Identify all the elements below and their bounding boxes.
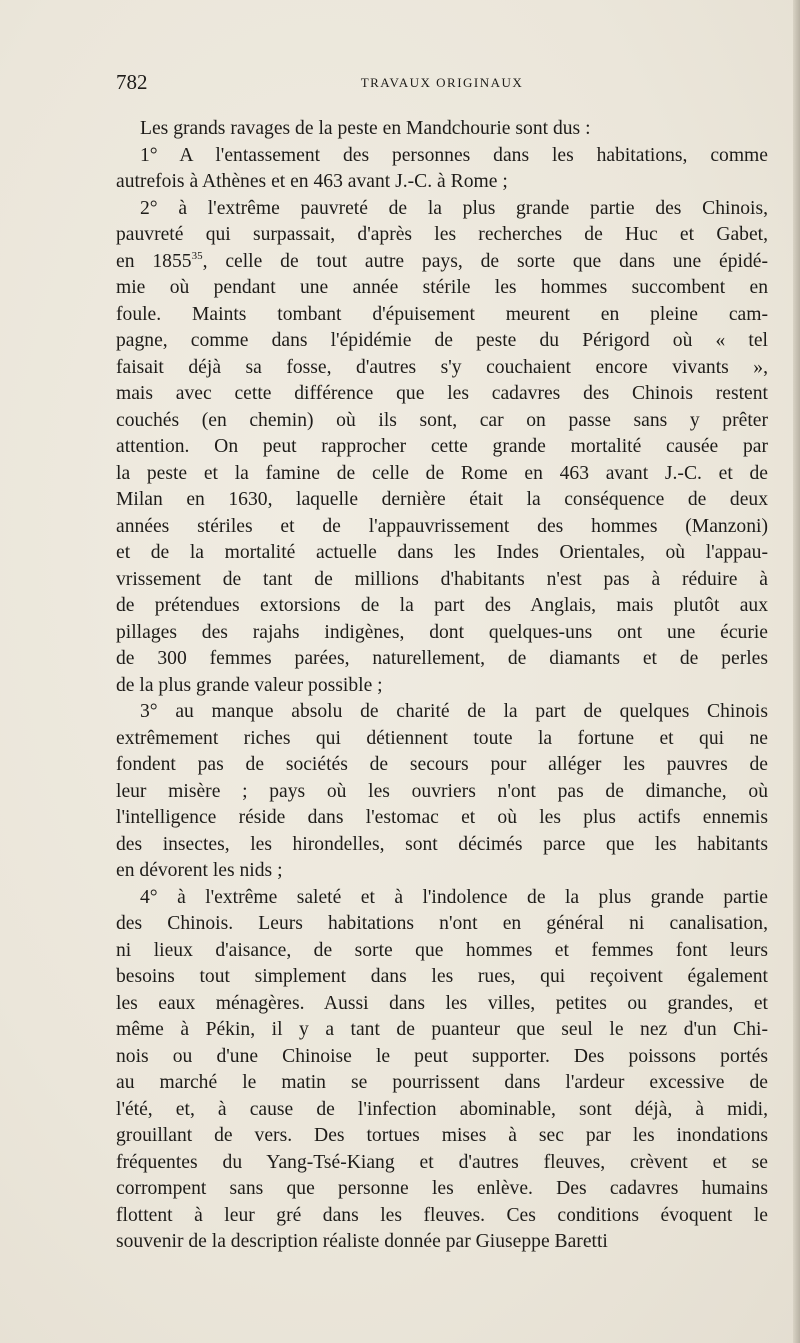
text-line: les eaux ménagères. Aussi dans les villes, petites ou grandes, et: [116, 992, 768, 1014]
text-line: la peste et la famine de celle de Rome en 463 avant J.-C. et de: [116, 462, 768, 484]
text-fragment: en 1855: [116, 250, 192, 272]
text-line: pauvreté qui surpassait, d'après les recherches de Huc et Gabet,: [116, 224, 768, 245]
text-line: des insectes, les hirondelles, sont décimés parce que les habitants: [116, 833, 768, 855]
page-edge-shadow: [793, 0, 800, 1343]
body-text: [116, 116, 768, 1256]
text-line: mais avec cette différence que les cadavres des Chinois restent: [116, 383, 768, 404]
text-line: de 300 femmes parées, naturellement, de diamants et de perles: [116, 648, 768, 669]
text-line: extrêmement riches qui détiennent toute la fortune et qui ne: [116, 727, 768, 749]
page-header: [116, 70, 768, 100]
footnote-reference: 35: [191, 249, 203, 262]
page-number: 782: [116, 70, 148, 94]
text-line: flottent à leur gré dans les fleuves. Ces conditions évoquent le: [116, 1204, 768, 1226]
text-line: l'intelligence réside dans l'estomac et où les plus actifs ennemis: [116, 807, 768, 828]
text-line: fréquentes du Yang-Tsé-Kiang et d'autres fleuves, crèvent et se: [116, 1151, 768, 1173]
text-line: Milan en 1630, laquelle dernière était la conséquence de deux: [116, 489, 768, 510]
text-line: de la plus grande valeur possible ;: [116, 674, 383, 696]
text-line: années stériles et de l'appauvrissement des hommes (Manzoni): [116, 515, 768, 537]
text-line: 3° au manque absolu de charité de la part de quelques Chinois: [140, 701, 768, 722]
running-title: TRAVAUX ORIGINAUX: [360, 75, 524, 90]
text-line: ni lieux d'aisance, de sorte que hommes et femmes font leurs: [116, 939, 768, 961]
text-fragment: , celle de tout autre pays, de sorte que dans une épidé-: [202, 250, 768, 272]
text-line: pagne, comme dans l'épidémie de peste du Périgord où « tel: [116, 330, 768, 351]
text-line: foule. Maints tombant d'épuisement meurent en pleine cam-: [116, 303, 768, 325]
text-line: de prétendues extorsions de la part des Anglais, mais plutôt aux: [116, 595, 768, 616]
text-line: au marché le matin se pourrissent dans l'ardeur excessive de: [116, 1072, 768, 1093]
text-line: nois ou d'une Chinoise le peut supporter. Des poissons portés: [116, 1045, 768, 1067]
text-line: besoins tout simplement dans les rues, qui reçoivent également: [116, 966, 768, 987]
text-line: vrissement de tant de millions d'habitants n'est pas à réduire à: [116, 568, 768, 590]
text-line: des Chinois. Leurs habitations n'ont en général ni canalisation,: [116, 913, 768, 934]
text-line: attention. On peut rapprocher cette grande mortalité causée par: [116, 436, 768, 457]
text-line: couchés (en chemin) où ils sont, car on passe sans y prêter: [116, 409, 768, 431]
text-line: faisait déjà sa fosse, d'autres s'y couchaient encore vivants »,: [116, 356, 768, 378]
text-line: pillages des rajahs indigènes, dont quelques-uns ont une écurie: [116, 621, 768, 643]
text-line: 4° à l'extrême saleté et à l'indolence de la plus grande partie: [140, 886, 768, 908]
text-line: fondent pas de sociétés de secours pour alléger les pauvres de: [116, 754, 768, 775]
text-line: souvenir de la description réaliste donnée par Giuseppe Baretti: [116, 1231, 608, 1252]
text-line: autrefois à Athènes et en 463 avant J.-C. à Rome ;: [116, 171, 508, 192]
text-line: et de la mortalité actuelle dans les Indes Orientales, où l'appau-: [116, 542, 768, 563]
text-line: corrompent sans que personne les enlève. Des cadavres humains: [116, 1178, 768, 1199]
text-line: [116, 249, 768, 276]
text-line: Les grands ravages de la peste en Mandchourie sont dus :: [140, 118, 591, 139]
text-line: mie où pendant une année stérile les hommes succombent en: [116, 277, 768, 298]
text-line: en dévorent les nids ;: [116, 860, 283, 881]
text-line: 2° à l'extrême pauvreté de la plus grande partie des Chinois,: [140, 197, 768, 219]
text-line: leur misère ; pays où les ouvriers n'ont pas de dimanche, où: [116, 780, 768, 802]
text-line: 1° A l'entassement des personnes dans les habitations, comme: [140, 144, 768, 166]
text-line: l'été, et, à cause de l'infection abominable, sont déjà, à midi,: [116, 1098, 768, 1120]
text-line: grouillant de vers. Des tortues mises à sec par les inondations: [116, 1125, 768, 1146]
text-line: même à Pékin, il y a tant de puanteur que seul le nez d'un Chi-: [116, 1019, 768, 1040]
